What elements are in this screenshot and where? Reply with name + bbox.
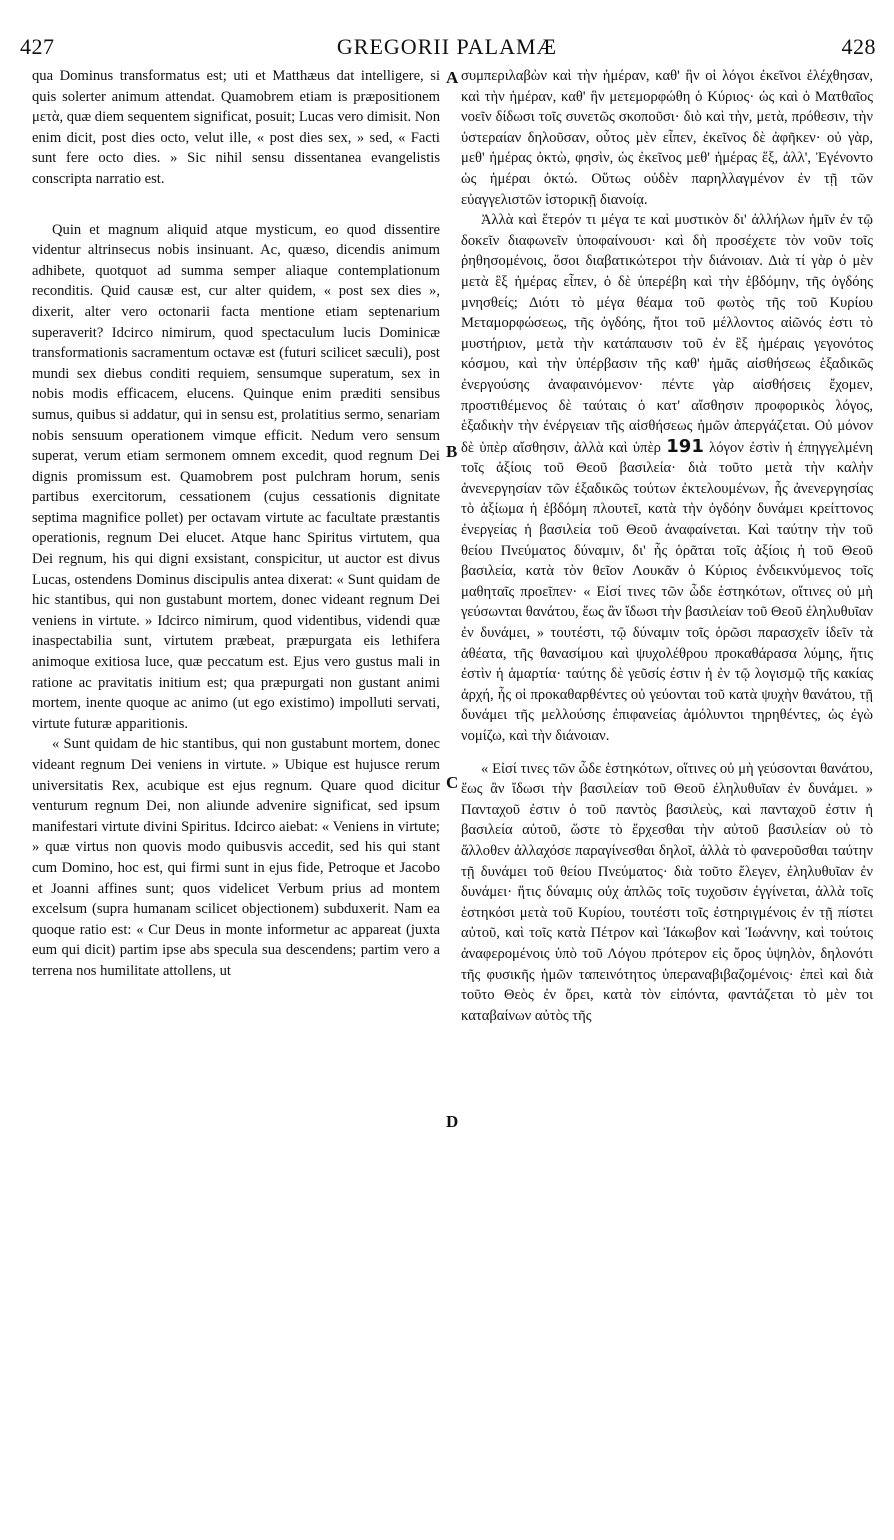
greek-column	[461, 66, 873, 1026]
running-title: GREGORII PALAMÆ	[336, 34, 558, 59]
latin-paragraph-2: Quin et magnum aliquid atque mysticum, eo quod dissentire videntur altrinsecus nobis insinuant. Ac, quæso, dicendis animum adhibete, quotquot ad summa semper aliaque contemplationum reconditis. Quid causæ est, cur alter quidem, « post sex dies », dixerit, alter vero octonarii facta mentione etiam septenarium superaverit? Idcirco nimirum, quod spectaculum lucis Dominicæ transformationis sacramentum octavæ est (futuri scilicet sæculi), post mundi sex diebus conditi requiem, sensumque superatum, sex in nobis modis efficacem, elucens. Quinque enim præditi sensibus sumus, quibus si addatur, qui in sensu est, prolatitius sermo, senariam nobis sensuum operationem vimque efficit. Nedum vero sensum superat, verum etiam sermonem omnem excedit, quod regnum Dei dignis promissum est. Quamobrem post pulchram horum, senis partibus exercitorum, cessationem (cujus cessationis dignitate septima magnifice pollet) per octavam virtute ac facultate præstantis operationis, regnum Dei elucet. Atque hanc Spiritus virtutem, qua Dei regnum, his qui digni exsistant, conspicitur, ut auctor est divus Lucas, ostendens Dominus discipulis antea dixerat: « Sunt quidam de hic stantibus, qui non gustabunt mortem, donec videant regnum Dei veniens in virtute. » Idcirco nimirum, quod videntibus, videndi quæ inaspectabilia sunt, virtutem præbeat, præpurgata eis lethifera animoque exitiosa luce, quæ peccatum est. Ejus vero gustus mali in ratione ac pravitatis initium est; qua præpurgati non gustant animi mortem, inente quoque ac animo (ut ego existimo) impolluti servati, virtute futuræ apparitionis.	[32, 221, 440, 732]
page-number-left: 427	[20, 34, 55, 59]
greek-paragraph-2	[461, 210, 873, 746]
section-marker-a: A	[446, 68, 459, 87]
section-marker-c: C	[446, 773, 459, 792]
latin-column	[32, 66, 440, 982]
page-number-right: 428	[841, 34, 876, 59]
greek-paragraph-3: « Εἰσί τινες τῶν ὧδε ἑστηκότων, οἵτινες οὐ μὴ γεύσονται θανάτου, ἕως ἂν ἴδωσι τὴν βασιλείαν τοῦ Θεοῦ ἐληλυθυῖαν ἐν δυνάμει. » Πανταχοῦ ἐστιν ὁ τοῦ παντὸς βασιλεὺς, καὶ πανταχοῦ ἐστιν ἡ βασιλεία αὐτοῦ, ὥστε τὸ ἔρχεσθαι τὴν αὐτοῦ βασιλείαν οὐ τὸ ἄλλοθεν ἀλλαχόσε παραγίνεσθαι δηλοῖ, ἀλλὰ τὸ φανεροῦσθαι ταύτην τῇ δυνάμει τοῦ θείου Πνεύματος· διὰ τοῦτο ἔλεγεν, ἐληλυθυῖαν ἐν δυνάμει· ἥτις δύναμις οὐχ ἁπλῶς τοῖς τυχοῦσιν ἐγγίνεται, ἀλλὰ τοῖς ἑστηκόσι μετὰ τοῦ Κυρίου, τουτέστι τοῖς ἐστηριγμένοις ἐν τῇ πίστει αὐτοῦ, καὶ τοῖς κατὰ Πέτρον καὶ Ἰάκωβον καὶ Ἰωάννην, καὶ τούτοις ἀναφερομένοις ὑπὸ τοῦ Λόγου πρότερον εἰς ὄρος ὑψηλὸν, δηλονότι τῆς φυσικῆς ἡμῶν ταπεινότητος ὑπεραναβιβαζομένοις· ἐπεὶ καὶ διὰ τοῦτο Θεὸς ἐν ὄρει, κατὰ τὸν εἰπόντα, φαντάζεται τὸ μὲν τοι καταβαίνων αὐτὸς τῆς	[461, 760, 873, 1024]
greek-paragraph-2-continued: λόγον ἐστὶν ἡ ἐπηγγελμένη τοῖς ἀξίοις τοῦ Θεοῦ βασιλεία· διὰ τοῦτο μετὰ τὴν καλὴν ἀνενεργησίαν τῶν ἑξαδικῶς τούτων ἐκτελουμένων, ἧς ἀνενεργησίας τὸ ἀξίωμα ἡ ἑβδόμη πλουτεῖ, κατὰ τὴν ὀγδόην δυνάμει κρείττονος ἐνεργείας ἡ βασιλεία τοῦ Θεοῦ ἀναφαίνεται. Καὶ ταύτην τὴν τοῦ θείου Πνεύματος δύναμιν, δι' ἧς ὁρᾶται τοῖς ἀξίοις ἡ τοῦ Θεοῦ βασιλεία, κατὰ τὸν θεῖον Λουκᾶν ὁ Κύριος ἐνδεικνύμενος τοῖς μαθηταῖς προεῖπεν· « Εἰσί τινες τῶν ὧδε ἑστηκότων, οἵτινες οὐ μὴ γεύσωνται θανάτου, ἕως ἂν ἴδωσι τὴν βασιλείαν τοῦ Θεοῦ ἐληλυθυῖαν ἐν δυνάμει, » τουτέστι, τῷ δύναμιν τοῖς ὁρῶσι παρασχεῖν ἰδεῖν τὰ ἀθέατα, τῆς θανασίμου καὶ ψυχολέθρου προκαθάρασα λύμης, ἥτις ἐστὶν ἡ ἁμαρτία· ταύτης δὲ γεῦσίς ἐστιν ἡ ἐν τῷ λογισμῷ τῆς κακίας ἀρχή, ἧς οἱ προκαθαρθέντες οὐ γεύονται τοῦ κατὰ ψυχὴν θανάτου, τῇ δυνάμει τῆς μελλούσης ἐπιφανείας ἀμόλυντοι τηρηθέντες, ὡς ἐγὼ νομίζω, καὶ τὴν διάνοιαν.	[461, 439, 874, 744]
greek-paragraph-2-text: Ἀλλὰ καὶ ἕτερόν τι μέγα τε καὶ μυστικὸν δι' ἀλλήλων ἡμῖν ἐν τῷ δοκεῖν διαφωνεῖν ὑποφαίνουσι· καὶ δὴ προσέχετε τὸν νοῦν τοῖς ῥηθησομένοις, ὅσοι διαβατικώτεροι τὴν διάνοιαν. Διὰ τί γὰρ ὁ μὲν μετὰ ἓξ ἡμέρας εἶπεν, ὁ δὲ ὑπερέβη καὶ τὴν ἑβδόμην, τῆς ὀγδόης μνησθείς; Διότι τὸ μέγα θέαμα τοῦ φωτὸς τῆς τοῦ Κυρίου Μεταμορφώσεως, τῆς ὀγδόης, ἤτοι τοῦ μέλλοντος αἰῶνός ἐστι τὸ μυστήριον, μετὰ τὴν κατάπαυσιν τοῦ ἐν ἓξ ἡμέραις γεγονότος κόσμου, καὶ τὴν ὑπέρβασιν τῆς καθ' ἡμᾶς αἰσθήσεως ἑξαδικῶς ἐνεργούσης ἀναφαινόμενον· πέντε γὰρ αἰσθήσεις ἔχομεν, προστιθέμενος δὲ ταύταις ὁ κατ' αἴσθησιν προφορικὸς λόγος, ἑξαδικὴν τὴν ἐνέργειαν τῆς αἰσθήσεως ἡμῶν ἀπεργάζεται. Οὐ μόνον δὲ ὑπὲρ αἴσθησιν, ἀλλὰ καὶ ὑπὲρ	[461, 212, 873, 456]
latin-paragraph-1: qua Dominus transformatus est; uti et Matthæus dat intelligere, si quis solerter animum attendat. Quamobrem etiam is præpositionem μετὰ, quæ diem sequentem significat, posuit; Lucas vero dimisit. Non enim dicit, post dies octo, velut ille, « post dies sex, » sed, « Facti sunt fere octo dies. » Sic nihil sensu dissentanea evangelistis conscripta narratio est.	[32, 68, 440, 187]
section-marker-b: B	[446, 442, 458, 461]
latin-paragraph-3: « Sunt quidam de hic stantibus, qui non gustabunt mortem, donec videant regnum Dei veniens in virtute. » Ubique est hujusce rerum universitatis Rex, acubique est ejus regnum. Quare quod dicitur venturum regnum Dei, non aliunde advenire significat, sed ipsum manifestari virtute divini Spiritus. Idcirco aiebat: « Veniens in virtute; » quæ virtus non quovis modo quibusvis accedit, sed his qui stant cum Domino, hoc est, qui firmi sunt in ejus fide, Petroque et Jacobo et Joanni affines sunt; quos videlicet Verbum prius ad montem excelsum (supra humanam scilicet objectionem) subduxerit. Nam ea quoque ratio est: « Cur Deus in monte informetur ac appareat (juxta eum qui dicit) partim ipse abs specula sua descendens; partim vero a terrena nos humilitate attollens, ut	[32, 736, 440, 979]
greek-paragraph-1: συμπεριλαβὼν καὶ τὴν ἡμέραν, καθ' ἣν οἱ λόγοι ἐκεῖνοι ἐλέχθησαν, καὶ τὴν ἡμέραν, καθ' ἣν μετεμορφώθη ὁ Κύριος· ὡς καὶ ὁ Ματθαῖος νοεῖν δίδωσι τοῖς συνετῶς σκοποῦσι· διὸ καὶ τὴν, μετὰ, πρόθεσιν, τὴν ὑστεραίαν δηλοῦσαν, οὗτος μὲν εἶπεν, ἐκεῖνος δὲ ἀφῆκεν· οὐ γὰρ, μεθ' ἡμέρας ὀκτὼ, φησὶν, ὡς ἐκεῖνος μεθ' ἡμέρας ἕξ, ἀλλ', Ἐγένοντο ὡς ἡμέραι ὀκτώ. Οὕτως οὐδὲν παρηλλαγμένον ἐν τῇ τῶν εὐαγγελιστῶν ἱστορικῇ διανοίᾳ.	[461, 68, 873, 208]
section-marker-d: D	[446, 1112, 459, 1131]
column-number: 191	[666, 435, 704, 457]
